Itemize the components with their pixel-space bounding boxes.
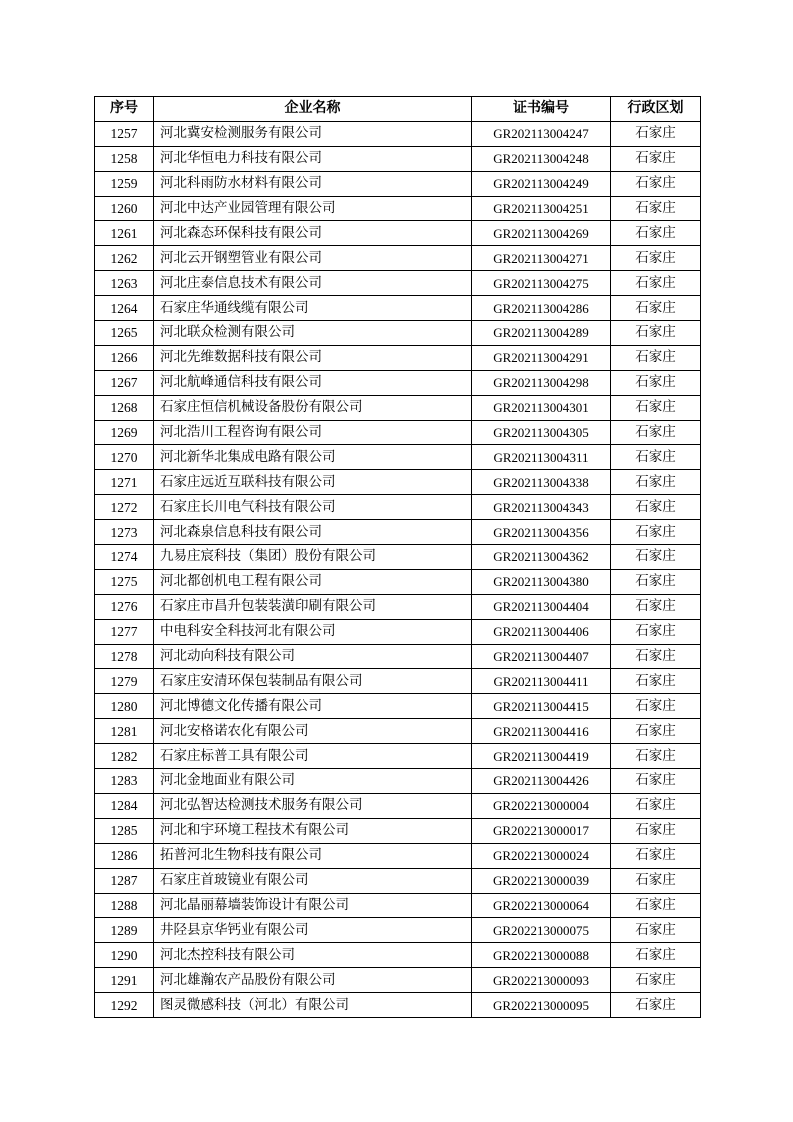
company-name-cell: 拓普河北生物科技有限公司	[154, 843, 472, 868]
table-row	[95, 545, 701, 570]
header-district: 行政区划	[611, 97, 701, 122]
district-cell: 石家庄	[611, 121, 701, 146]
serial-number-cell: 1290	[95, 943, 154, 968]
serial-number-cell: 1284	[95, 793, 154, 818]
serial-number-cell: 1266	[95, 345, 154, 370]
table-row	[95, 495, 701, 520]
table-row	[95, 171, 701, 196]
table-row	[95, 594, 701, 619]
table-row	[95, 993, 701, 1018]
company-name-cell: 河北安格诺农化有限公司	[154, 719, 472, 744]
certificate-number-cell: GR202113004311	[472, 445, 611, 470]
company-name-cell: 石家庄首玻镜业有限公司	[154, 868, 472, 893]
certificate-number-cell: GR202113004416	[472, 719, 611, 744]
table-row	[95, 719, 701, 744]
district-cell: 石家庄	[611, 644, 701, 669]
certificate-table	[94, 96, 701, 1018]
certificate-number-cell: GR202113004343	[472, 495, 611, 520]
company-name-cell: 河北都创机电工程有限公司	[154, 569, 472, 594]
company-name-cell: 石家庄华通线缆有限公司	[154, 296, 472, 321]
company-name-cell: 河北航峰通信科技有限公司	[154, 370, 472, 395]
certificate-number-cell: GR202113004286	[472, 296, 611, 321]
district-cell: 石家庄	[611, 769, 701, 794]
serial-number-cell: 1267	[95, 370, 154, 395]
serial-number-cell: 1274	[95, 545, 154, 570]
header-certificate-number: 证书编号	[472, 97, 611, 122]
company-name-cell: 河北浩川工程咨询有限公司	[154, 420, 472, 445]
company-name-cell: 河北联众检测有限公司	[154, 321, 472, 346]
district-cell: 石家庄	[611, 918, 701, 943]
header-serial-number: 序号	[95, 97, 154, 122]
table-row	[95, 470, 701, 495]
certificate-number-cell: GR202113004380	[472, 569, 611, 594]
district-cell: 石家庄	[611, 171, 701, 196]
table-row	[95, 146, 701, 171]
serial-number-cell: 1270	[95, 445, 154, 470]
table-row	[95, 793, 701, 818]
company-name-cell: 河北森态环保科技有限公司	[154, 221, 472, 246]
table-row	[95, 694, 701, 719]
company-name-cell: 河北新华北集成电路有限公司	[154, 445, 472, 470]
table-row	[95, 619, 701, 644]
serial-number-cell: 1257	[95, 121, 154, 146]
table-row	[95, 968, 701, 993]
table-row	[95, 196, 701, 221]
district-cell: 石家庄	[611, 445, 701, 470]
serial-number-cell: 1289	[95, 918, 154, 943]
certificate-number-cell: GR202113004411	[472, 669, 611, 694]
certificate-number-cell: GR202113004249	[472, 171, 611, 196]
district-cell: 石家庄	[611, 744, 701, 769]
company-name-cell: 石家庄安清环保包装制品有限公司	[154, 669, 472, 694]
company-name-cell: 河北金地面业有限公司	[154, 769, 472, 794]
certificate-number-cell: GR202113004407	[472, 644, 611, 669]
serial-number-cell: 1262	[95, 246, 154, 271]
serial-number-cell: 1275	[95, 569, 154, 594]
district-cell: 石家庄	[611, 221, 701, 246]
table-row	[95, 868, 701, 893]
serial-number-cell: 1264	[95, 296, 154, 321]
serial-number-cell: 1261	[95, 221, 154, 246]
certificate-number-cell: GR202113004298	[472, 370, 611, 395]
company-name-cell: 石家庄远近互联科技有限公司	[154, 470, 472, 495]
table-row	[95, 520, 701, 545]
certificate-number-cell: GR202113004338	[472, 470, 611, 495]
district-cell: 石家庄	[611, 719, 701, 744]
certificate-number-cell: GR202113004275	[472, 271, 611, 296]
serial-number-cell: 1278	[95, 644, 154, 669]
certificate-number-cell: GR202213000004	[472, 793, 611, 818]
serial-number-cell: 1286	[95, 843, 154, 868]
table-row	[95, 395, 701, 420]
certificate-number-cell: GR202213000093	[472, 968, 611, 993]
certificate-number-cell: GR202113004406	[472, 619, 611, 644]
certificate-number-cell: GR202113004251	[472, 196, 611, 221]
table-row	[95, 818, 701, 843]
table-header-row	[95, 97, 701, 122]
district-cell: 石家庄	[611, 793, 701, 818]
district-cell: 石家庄	[611, 146, 701, 171]
district-cell: 石家庄	[611, 993, 701, 1018]
company-name-cell: 井陉县京华钙业有限公司	[154, 918, 472, 943]
table-body	[95, 121, 701, 1017]
table-row	[95, 893, 701, 918]
serial-number-cell: 1282	[95, 744, 154, 769]
certificate-number-cell: GR202213000088	[472, 943, 611, 968]
district-cell: 石家庄	[611, 271, 701, 296]
certificate-number-cell: GR202113004426	[472, 769, 611, 794]
certificate-number-cell: GR202213000039	[472, 868, 611, 893]
district-cell: 石家庄	[611, 545, 701, 570]
company-name-cell: 石家庄市昌升包装装潢印刷有限公司	[154, 594, 472, 619]
serial-number-cell: 1263	[95, 271, 154, 296]
serial-number-cell: 1260	[95, 196, 154, 221]
certificate-number-cell: GR202213000095	[472, 993, 611, 1018]
serial-number-cell: 1288	[95, 893, 154, 918]
company-name-cell: 河北晶丽幕墙装饰设计有限公司	[154, 893, 472, 918]
table-row	[95, 370, 701, 395]
district-cell: 石家庄	[611, 868, 701, 893]
company-name-cell: 河北先维数据科技有限公司	[154, 345, 472, 370]
company-name-cell: 河北森泉信息科技有限公司	[154, 520, 472, 545]
district-cell: 石家庄	[611, 196, 701, 221]
serial-number-cell: 1287	[95, 868, 154, 893]
district-cell: 石家庄	[611, 246, 701, 271]
company-name-cell: 图灵微感科技（河北）有限公司	[154, 993, 472, 1018]
serial-number-cell: 1283	[95, 769, 154, 794]
serial-number-cell: 1271	[95, 470, 154, 495]
table-row	[95, 669, 701, 694]
district-cell: 石家庄	[611, 321, 701, 346]
serial-number-cell: 1258	[95, 146, 154, 171]
district-cell: 石家庄	[611, 594, 701, 619]
table-row	[95, 271, 701, 296]
serial-number-cell: 1291	[95, 968, 154, 993]
table-row	[95, 843, 701, 868]
company-name-cell: 中电科安全科技河北有限公司	[154, 619, 472, 644]
serial-number-cell: 1279	[95, 669, 154, 694]
table-row	[95, 445, 701, 470]
certificate-number-cell: GR202113004415	[472, 694, 611, 719]
serial-number-cell: 1265	[95, 321, 154, 346]
district-cell: 石家庄	[611, 395, 701, 420]
district-cell: 石家庄	[611, 296, 701, 321]
district-cell: 石家庄	[611, 345, 701, 370]
company-name-cell: 石家庄标普工具有限公司	[154, 744, 472, 769]
company-name-cell: 河北博德文化传播有限公司	[154, 694, 472, 719]
serial-number-cell: 1269	[95, 420, 154, 445]
table-row	[95, 121, 701, 146]
district-cell: 石家庄	[611, 520, 701, 545]
company-name-cell: 河北和宇环境工程技术有限公司	[154, 818, 472, 843]
company-name-cell: 河北冀安检测服务有限公司	[154, 121, 472, 146]
district-cell: 石家庄	[611, 818, 701, 843]
certificate-number-cell: GR202113004271	[472, 246, 611, 271]
district-cell: 石家庄	[611, 495, 701, 520]
table-row	[95, 420, 701, 445]
serial-number-cell: 1292	[95, 993, 154, 1018]
certificate-number-cell: GR202113004289	[472, 321, 611, 346]
serial-number-cell: 1280	[95, 694, 154, 719]
company-name-cell: 石家庄恒信机械设备股份有限公司	[154, 395, 472, 420]
certificate-number-cell: GR202113004362	[472, 545, 611, 570]
company-name-cell: 河北中达产业园管理有限公司	[154, 196, 472, 221]
district-cell: 石家庄	[611, 694, 701, 719]
certificate-number-cell: GR202213000075	[472, 918, 611, 943]
serial-number-cell: 1272	[95, 495, 154, 520]
serial-number-cell: 1276	[95, 594, 154, 619]
table-row	[95, 943, 701, 968]
certificate-number-cell: GR202113004291	[472, 345, 611, 370]
certificate-number-cell: GR202213000024	[472, 843, 611, 868]
certificate-number-cell: GR202113004404	[472, 594, 611, 619]
serial-number-cell: 1268	[95, 395, 154, 420]
table-row	[95, 569, 701, 594]
certificate-number-cell: GR202113004301	[472, 395, 611, 420]
district-cell: 石家庄	[611, 370, 701, 395]
table-row	[95, 221, 701, 246]
certificate-number-cell: GR202113004419	[472, 744, 611, 769]
company-name-cell: 河北雄瀚农产品股份有限公司	[154, 968, 472, 993]
district-cell: 石家庄	[611, 893, 701, 918]
header-company-name: 企业名称	[154, 97, 472, 122]
company-name-cell: 河北云开钢塑管业有限公司	[154, 246, 472, 271]
company-name-cell: 河北科雨防水材料有限公司	[154, 171, 472, 196]
table-row	[95, 246, 701, 271]
company-name-cell: 河北弘智达检测技术服务有限公司	[154, 793, 472, 818]
table-row	[95, 345, 701, 370]
certificate-number-cell: GR202213000017	[472, 818, 611, 843]
table-row	[95, 769, 701, 794]
district-cell: 石家庄	[611, 843, 701, 868]
district-cell: 石家庄	[611, 420, 701, 445]
district-cell: 石家庄	[611, 669, 701, 694]
company-name-cell: 河北华恒电力科技有限公司	[154, 146, 472, 171]
company-name-cell: 河北庄泰信息技术有限公司	[154, 271, 472, 296]
district-cell: 石家庄	[611, 470, 701, 495]
company-name-cell: 九易庄宸科技（集团）股份有限公司	[154, 545, 472, 570]
table-row	[95, 321, 701, 346]
serial-number-cell: 1281	[95, 719, 154, 744]
certificate-number-cell: GR202113004356	[472, 520, 611, 545]
company-name-cell: 河北杰控科技有限公司	[154, 943, 472, 968]
district-cell: 石家庄	[611, 968, 701, 993]
certificate-number-cell: GR202213000064	[472, 893, 611, 918]
serial-number-cell: 1273	[95, 520, 154, 545]
district-cell: 石家庄	[611, 619, 701, 644]
certificate-number-cell: GR202113004269	[472, 221, 611, 246]
table-row	[95, 744, 701, 769]
table-row	[95, 918, 701, 943]
certificate-number-cell: GR202113004247	[472, 121, 611, 146]
district-cell: 石家庄	[611, 943, 701, 968]
company-name-cell: 石家庄长川电气科技有限公司	[154, 495, 472, 520]
table-row	[95, 296, 701, 321]
serial-number-cell: 1277	[95, 619, 154, 644]
district-cell: 石家庄	[611, 569, 701, 594]
certificate-number-cell: GR202113004305	[472, 420, 611, 445]
company-name-cell: 河北动向科技有限公司	[154, 644, 472, 669]
certificate-number-cell: GR202113004248	[472, 146, 611, 171]
serial-number-cell: 1285	[95, 818, 154, 843]
table-row	[95, 644, 701, 669]
serial-number-cell: 1259	[95, 171, 154, 196]
